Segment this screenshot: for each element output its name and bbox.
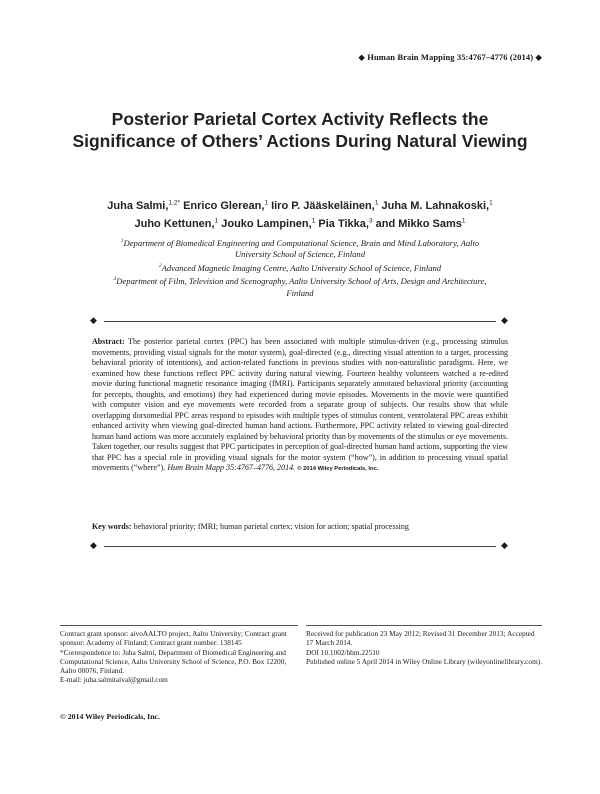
received-note: Received for publication 23 May 2012; Revised 31 December 2013; Accepted 17 March 2014. [306,629,535,648]
affiliation: $^3$Department of Film, Television and Scenography, Aalto University School of Arts, Design and Architecture, Finland [113,276,487,298]
grant-sponsor-note: Contract grant sponsor: aivoAALTO project, Aalto University; Contract grant sponsor: Academy of Finland; Contract grant number: 138145 [60,629,287,648]
keywords [92,522,508,533]
abstract-copyright: © 2014 Wiley Periodicals, Inc. [297,466,379,472]
author: Pia Tikka,$^3$ [318,217,373,231]
diamond-icon: ◆ [90,315,97,325]
abstract-text: The posterior parietal cortex (PPC) has been associated with multiple stimulus-driven (e.g., processing stimulus movements, providing visual signals for the motor system), goal-directed (e.g., directing visual attention to a target, processing behavioral priority of intentions), and action-related functions in previous studies with non-naturalistic paradigms. Here, we examined how these functions reflect PPC activity during natural viewing. Fourteen healthy volunteers watched a re-edited movie during functional magnetic resonance imaging (fMRI). Participants separately annotated behavioral priority (accounting for percepts, thoughts, and emotions) they had experienced during movie episodes. Movements in the movie were quantified with computer vision and eye movements were recorded from a separate group of subjects. Our results show that while overlapping dorsomedial PPC areas respond to episodes with multiple types of stimulus content, ventrolateral PPC areas exhibit enhanced activity when viewing goal-directed human hand actions. Furthermore, PPC activity related to viewing goal-directed human hand actions was more accurately explained by behavioral priority than by movements of the stimulus or eye movements. Taken together, our results suggest that PPC participates in perception of goal-directed human hand actions, supporting the view that PPC has a special role in providing visual signals for the motor system (“how”), in addition to processing visual spatial movements (“where”). [92,337,508,472]
author: Juha M. Lahnakoski,$^1$ [381,199,493,212]
author: Juho Kettunen,$^1$ [134,217,219,231]
correspondence-note: *Correspondence to: Juha Salmi, Department of Biomedical Engineering and Computational Science, Aalto University School of Science, P.O. Box 12200, Aalto 00076, Finland. [60,647,287,676]
keywords-label: Key words: [92,522,132,531]
abstract-citation: Hum Brain Mapp 35:4767–4776, 2014. [167,463,296,472]
affiliation: $^2$Advanced Magnetic Imaging Centre, Aalto University School of Science, Finland [158,262,442,273]
author-list [60,195,540,232]
footnote-divider [306,625,542,626]
abstract-label: Abstract: [92,337,125,346]
email-note: E-mail: juha.salmitaival@gmail.com [60,675,168,685]
journal-citation: Human Brain Mapping 35:4767–4776 (2014) [367,52,534,62]
author: Iiro P. Jääskeläinen,$^1$ [271,199,379,212]
doi-note: DOI 10.1002/hbm.22510 [306,647,380,657]
divider [104,546,496,547]
author: Juha Salmi,$^{1,2*}$ [107,199,180,212]
affiliations [110,236,490,299]
author: Jouko Lampinen,$^1$ [221,217,316,231]
footnotes-left [60,629,298,685]
diamond-icon: ◆ [358,52,365,62]
author: Enrico Glerean,$^1$ [183,199,268,212]
article-title: Posterior Parietal Cortex Activity Reflects the Significance of Others’ Actions During Natural Viewing [72,109,528,151]
footnote-divider [60,625,298,626]
footnotes-right [306,629,542,666]
author: and Mikko Sams$^1$ [375,217,466,231]
keywords-text: behavioral priority; fMRI; human parietal cortex; vision for action; spatial processing [133,522,409,531]
abstract [92,337,508,475]
affiliation: $^1$Department of Biomedical Engineering and Computational Science, Brain and Mind Laboratory, Aalto University School of Science, Finland [120,237,480,260]
divider [104,321,496,322]
diamond-icon: ◆ [501,540,508,550]
diamond-icon: ◆ [501,315,508,325]
published-note: Published online 5 April 2014 in Wiley Online Library (wileyonlinelibrary.com). [306,656,543,666]
diamond-icon: ◆ [90,540,97,550]
footer-copyright: © 2014 Wiley Periodicals, Inc. [60,712,160,721]
running-header [358,52,542,63]
diamond-icon: ◆ [535,52,542,62]
